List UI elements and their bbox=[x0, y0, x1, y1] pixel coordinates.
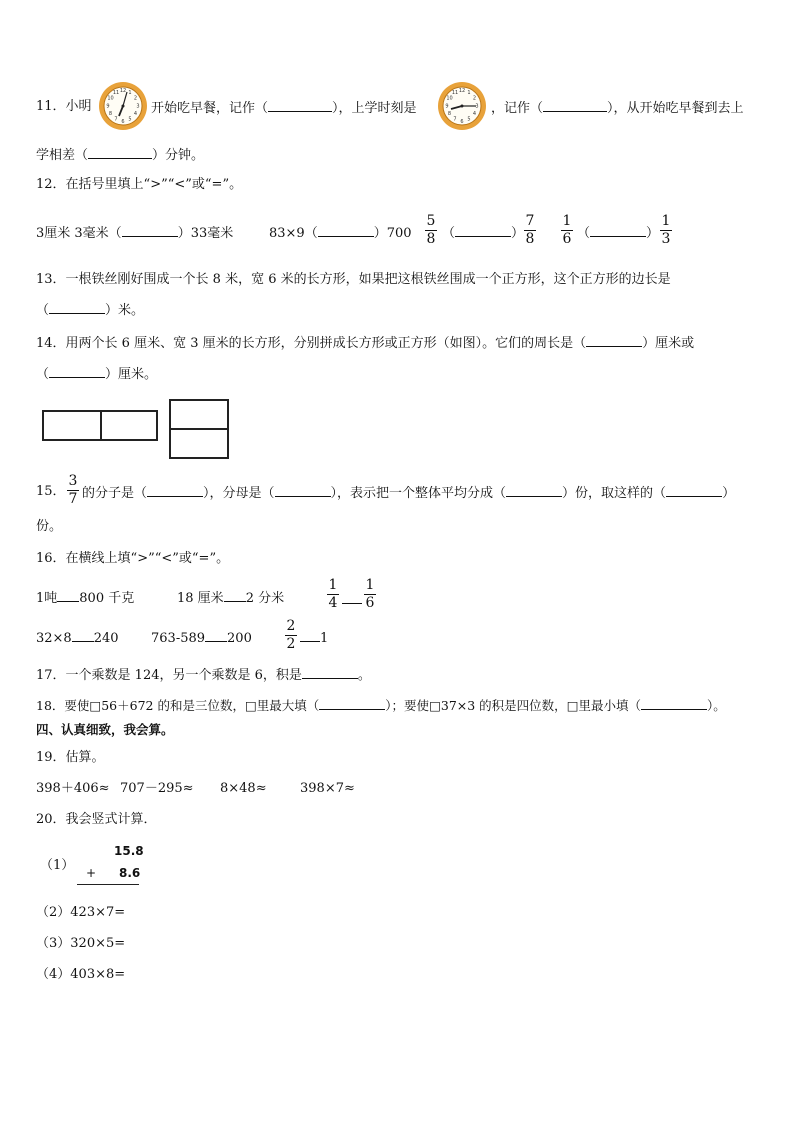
answer-blank-q17[interactable] bbox=[302, 666, 358, 679]
svg-text:6: 6 bbox=[121, 119, 125, 125]
q11-line1-mid: 开始吃早餐，记作（ ），上学时刻是 bbox=[151, 101, 417, 116]
box-symbol: □ bbox=[566, 698, 579, 713]
q20-p4: （4）403×8= bbox=[36, 967, 126, 982]
answer-blank-q18-2[interactable] bbox=[641, 697, 707, 710]
q16-item-f: 1 bbox=[300, 629, 328, 647]
q12-item3: （ ） bbox=[442, 226, 525, 241]
svg-text:12: 12 bbox=[119, 88, 127, 94]
q15-label: 15． bbox=[36, 484, 66, 499]
q16-item-e: 763-589 200 bbox=[151, 631, 252, 646]
svg-text:10: 10 bbox=[107, 95, 114, 102]
fraction-2-2: 2 2 bbox=[286, 618, 296, 652]
answer-blank-q15-4[interactable] bbox=[666, 484, 722, 497]
box-symbol: □ bbox=[89, 698, 102, 713]
q12-prompt: 12．在括号里填上“>”“<”或“=”。 bbox=[36, 177, 243, 192]
answer-blank-minutes[interactable] bbox=[88, 146, 152, 159]
svg-text:2: 2 bbox=[472, 95, 477, 102]
fraction-7-8: 7 8 bbox=[525, 213, 535, 247]
q14-line1: 14．用两个长 6 厘米、宽 3 厘米的长方形，分别拼成长方形或正方形（如图）。它们的周长是（ ）厘米或 bbox=[36, 336, 695, 351]
box-symbol: □ bbox=[429, 698, 441, 713]
answer-blank-q16-d[interactable] bbox=[72, 629, 94, 642]
q19-item-2: 707－295≈ bbox=[120, 781, 194, 796]
answer-blank-q16-e[interactable] bbox=[205, 629, 227, 642]
vertical-calc-line bbox=[77, 884, 139, 885]
q16-item-d: 32×8 240 bbox=[36, 631, 119, 646]
svg-text:1: 1 bbox=[128, 90, 132, 96]
answer-blank-q15-3[interactable] bbox=[506, 484, 562, 497]
svg-text:5: 5 bbox=[128, 116, 132, 123]
answer-blank-q14-2[interactable] bbox=[49, 365, 105, 378]
svg-text:10: 10 bbox=[446, 95, 453, 102]
svg-text:4: 4 bbox=[133, 111, 138, 117]
answer-blank-q15-1[interactable] bbox=[147, 484, 203, 497]
answer-blank-q16-b[interactable] bbox=[224, 589, 246, 602]
q15-line1: 的分子是（ ），分母是（ ），表示把一个整体平均分成（ ）份，取这样的（ ） bbox=[82, 486, 736, 501]
svg-text:12: 12 bbox=[458, 88, 466, 94]
svg-text:5: 5 bbox=[467, 116, 471, 123]
q18: 18．要使□56＋672 的和是三位数，□里最大填（ ）；要使□37×3 的积是四位数，□里最小填（ ）。 bbox=[36, 698, 726, 713]
svg-text:8: 8 bbox=[108, 111, 113, 117]
q14-line2: （ ）厘米。 bbox=[36, 367, 158, 382]
q16-item-b: 18 厘米 2 分米 bbox=[177, 591, 285, 606]
answer-blank-q14-1[interactable] bbox=[586, 334, 642, 347]
q11-line1: 11．小明 bbox=[36, 99, 92, 114]
svg-text:9: 9 bbox=[106, 103, 110, 110]
vertical-calc-top: 15.8 bbox=[114, 844, 144, 858]
answer-blank-q16-f[interactable] bbox=[300, 629, 320, 642]
fraction-1-4: 1 4 bbox=[328, 577, 338, 611]
svg-text:7: 7 bbox=[453, 116, 457, 123]
answer-blank-q12-2[interactable] bbox=[318, 224, 374, 237]
q12-item2: 83×9（ ）700 bbox=[269, 226, 412, 241]
svg-text:3: 3 bbox=[136, 103, 140, 110]
svg-text:7: 7 bbox=[114, 116, 118, 123]
vertical-calc-bottom: 8.6 bbox=[119, 866, 141, 880]
q16-item-a: 1吨 800 千克 bbox=[36, 591, 135, 606]
section-4-title: 四、认真细致，我会算。 bbox=[36, 722, 174, 737]
fraction-1-3: 1 3 bbox=[661, 213, 671, 247]
q11-line2: 学相差（ ）分钟。 bbox=[36, 148, 205, 163]
q19-prompt: 19．估算。 bbox=[36, 750, 105, 765]
answer-blank-school-time[interactable] bbox=[543, 99, 607, 112]
q20-p1-label: （1） bbox=[40, 858, 75, 873]
q19-item-4: 398×7≈ bbox=[300, 781, 355, 796]
q13-line2: （ ）米。 bbox=[36, 303, 145, 318]
q16-prompt: 16．在横线上填“>”“<”或“=”。 bbox=[36, 551, 230, 566]
q20-prompt: 20．我会竖式计算． bbox=[36, 812, 157, 827]
answer-blank-q15-2[interactable] bbox=[275, 484, 331, 497]
q12-item1: 3厘米 3毫米（ ）33毫米 bbox=[36, 226, 234, 241]
answer-blank-breakfast-time[interactable] bbox=[268, 99, 332, 112]
svg-text:6: 6 bbox=[460, 119, 464, 125]
fraction-1-6: 1 6 bbox=[562, 213, 572, 247]
svg-text:1: 1 bbox=[467, 90, 471, 96]
answer-blank-q16-a[interactable] bbox=[57, 589, 79, 602]
answer-blank-q12-4[interactable] bbox=[590, 224, 646, 237]
q17: 17．一个乘数是 124，另一个乘数是 6，积是 。 bbox=[36, 668, 371, 683]
svg-text:2: 2 bbox=[133, 95, 138, 102]
answer-blank-q12-1[interactable] bbox=[122, 224, 178, 237]
svg-text:3: 3 bbox=[475, 103, 479, 110]
svg-text:11: 11 bbox=[451, 90, 459, 96]
q13-line1: 13．一根铁丝刚好围成一个长 8 米，宽 6 米的长方形，如果把这根铁丝围成一个正方形，这个正方形的边长是 bbox=[36, 272, 671, 287]
svg-text:11: 11 bbox=[112, 90, 120, 96]
clock-icon-breakfast bbox=[97, 80, 149, 132]
q20-p2: （2）423×7= bbox=[36, 905, 126, 920]
fraction-5-8: 5 8 bbox=[426, 213, 436, 247]
svg-text:4: 4 bbox=[472, 111, 477, 117]
svg-text:8: 8 bbox=[447, 111, 452, 117]
q15-line2: 份。 bbox=[36, 519, 63, 534]
q12-item4: （ ） bbox=[577, 226, 660, 241]
q19-item-1: 398＋406≈ bbox=[36, 781, 110, 796]
q20-p3: （3）320×5= bbox=[36, 936, 126, 951]
fraction-1-6-b: 1 6 bbox=[365, 577, 375, 611]
fraction-3-7: 3 7 bbox=[68, 473, 78, 507]
svg-text:9: 9 bbox=[445, 103, 449, 110]
answer-blank-q18-1[interactable] bbox=[319, 697, 385, 710]
clock-icon-school bbox=[436, 80, 488, 132]
vertical-calc-plus: + bbox=[86, 866, 97, 880]
answer-blank-q16-c[interactable] bbox=[342, 591, 362, 604]
q11-line1-end: ，记作（ ），从开始吃早餐到去上 bbox=[491, 101, 744, 116]
box-symbol: □ bbox=[244, 698, 257, 713]
answer-blank-q13[interactable] bbox=[49, 301, 105, 314]
answer-blank-q12-3[interactable] bbox=[455, 224, 511, 237]
q19-item-3: 8×48≈ bbox=[220, 781, 267, 796]
